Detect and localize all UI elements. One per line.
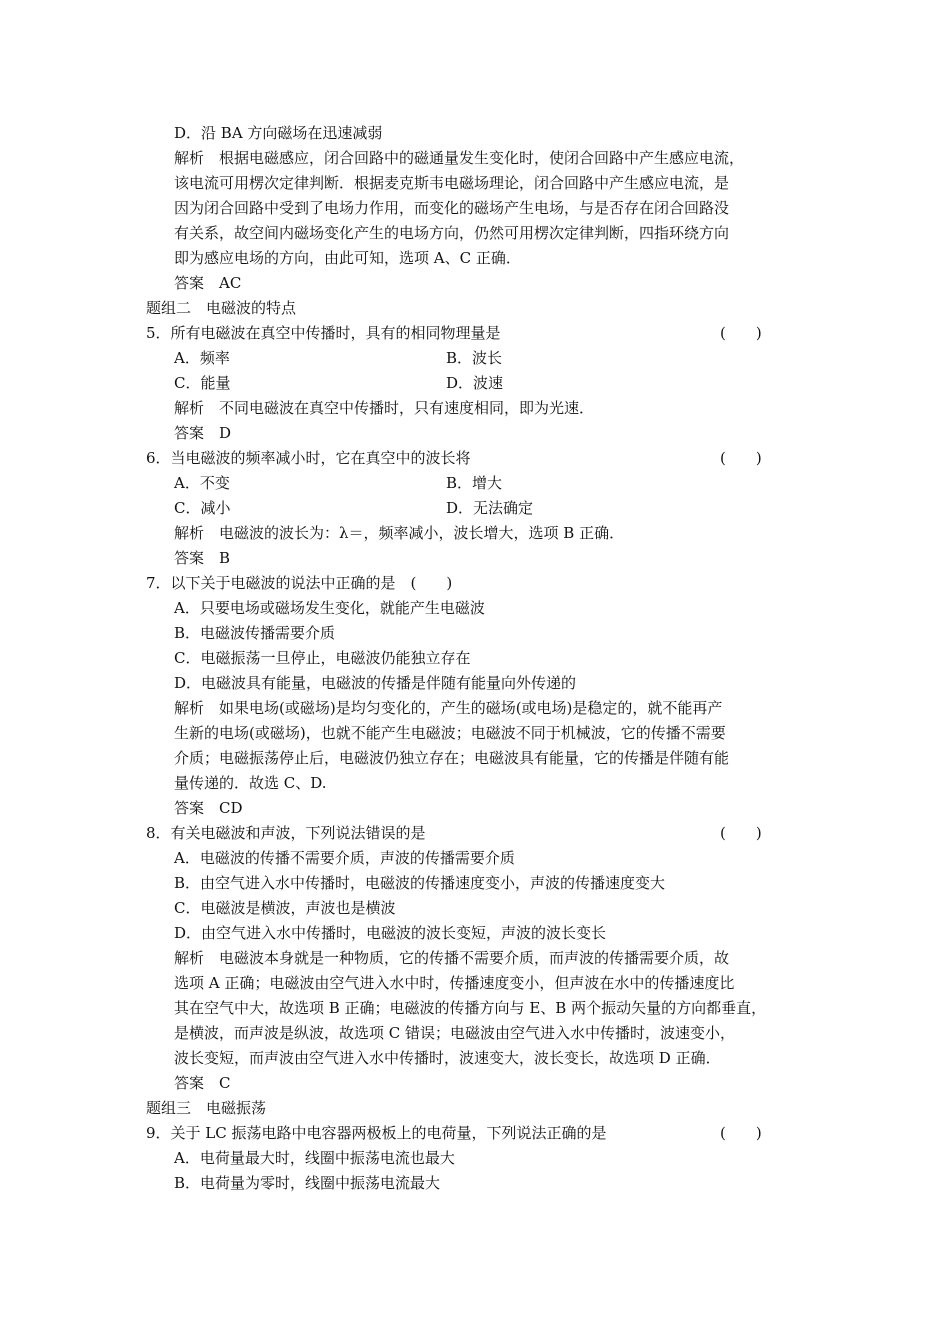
group-heading: 题组二 电磁波的特点 [146,299,297,317]
q4-analysis-line: 即为感应电场的方向，由此可知，选项 A、C 正确． [174,249,521,267]
q6-option-a: A．不变 [174,474,230,492]
q8-analysis-line: 波长变短，而声波由空气进入水中传播时，波速变大，波长变长，故选项 D 正确． [174,1049,721,1067]
q4-analysis-line: 因为闭合回路中受到了电场力作用，而变化的磁场产生电场，与是否存在闭合回路没 [174,199,730,217]
q7-analysis-line: 介质；电磁振荡停止后，电磁波仍独立存在；电磁波具有能量，它的传播是伴随有能 [174,749,730,767]
q6-answer-bracket: ( ) [720,449,762,467]
q7-option-d: D．电磁波具有能量，电磁波的传播是伴随有能量向外传递的 [174,674,577,692]
q6-answer: 答案 B [174,549,231,567]
q4-analysis-line: 有关系，故空间内磁场变化产生的电场方向，仍然可用楞次定律判断，四指环绕方向 [174,224,730,242]
q8-answer: 答案 C [174,1074,231,1092]
q4-analysis-line: 解析 根据电磁感应，闭合回路中的磁通量发生变化时，使闭合回路中产生感应电流， [174,149,745,167]
q8-answer-bracket: ( ) [720,824,762,842]
q8-analysis-line: 选项 A 正确；电磁波由空气进入水中时，传播速度变小，但声波在水中的传播速度比 [174,974,735,992]
group-heading: 题组三 电磁振荡 [146,1099,267,1117]
q5-analysis: 解析 不同电磁波在真空中传播时，只有速度相同，即为光速． [174,399,595,417]
q7-analysis-line: 生新的电场(或磁场)，也就不能产生电磁波；电磁波不同于机械波，它的传播不需要 [174,724,726,742]
q9-option-a: A．电荷量最大时，线圈中振荡电流也最大 [174,1149,455,1167]
q6-option-d: D．无法确定 [446,499,534,517]
q7-option-a: A．只要电场或磁场发生变化，就能产生电磁波 [174,599,485,617]
q5-answer-bracket: ( ) [720,324,762,342]
q9-stem: 9．关于 LC 振荡电路中电容器两极板上的电荷量，下列说法正确的是 [146,1124,607,1142]
q4-answer: 答案 AC [174,274,242,292]
q7-option-b: B．电磁波传播需要介质 [174,624,336,642]
q8-option-b: B．由空气进入水中传播时，电磁波的传播速度变小，声波的传播速度变大 [174,874,666,892]
q6-option-c: C．减小 [174,499,231,517]
q8-stem: 8．有关电磁波和声波，下列说法错误的是 [146,824,426,842]
q4-option-d: D．沿 BA 方向磁场在迅速减弱 [174,124,383,142]
q8-option-d: D．由空气进入水中传播时，电磁波的波长变短，声波的波长变长 [174,924,607,942]
q6-stem: 6．当电磁波的频率减小时，它在真空中的波长将 [146,449,471,467]
q5-option-a: A．频率 [174,349,230,367]
q8-analysis-line: 是横波，而声波是纵波，故选项 C 错误；电磁波由空气进入水中传播时，波速变小， [174,1024,736,1042]
q6-analysis: 解析 电磁波的波长为：λ＝，频率减小，波长增大，选项 B 正确． [174,524,625,542]
q4-analysis-line: 该电流可用楞次定律判断．根据麦克斯韦电磁场理论，闭合回路中产生感应电流，是 [174,174,730,192]
q8-analysis-line: 解析 电磁波本身就是一种物质，它的传播不需要介质，而声波的传播需要介质，故 [174,949,730,967]
q9-answer-bracket: ( ) [720,1124,762,1142]
q5-option-b: B．波长 [446,349,503,367]
q9-option-b: B．电荷量为零时，线圈中振荡电流最大 [174,1174,441,1192]
q7-analysis-line: 解析 如果电场(或磁场)是均匀变化的，产生的磁场(或电场)是稳定的，就不能再产 [174,699,723,717]
q5-option-d: D．波速 [446,374,504,392]
q5-answer: 答案 D [174,424,232,442]
q5-option-c: C．能量 [174,374,231,392]
q7-analysis-line: 量传递的．故选 C、D. [174,774,327,792]
q5-stem: 5．所有电磁波在真空中传播时，具有的相同物理量是 [146,324,501,342]
q7-option-c: C．电磁振荡一旦停止，电磁波仍能独立存在 [174,649,471,667]
q8-option-c: C．电磁波是横波，声波也是横波 [174,899,396,917]
q6-option-b: B．增大 [446,474,503,492]
q8-analysis-line: 其在空气中大，故选项 B 正确；电磁波的传播方向与 E、B 两个振动矢量的方向都垂直， [174,999,767,1017]
q7-stem: 7．以下关于电磁波的说法中正确的是 ( ) [146,574,453,592]
q8-option-a: A．电磁波的传播不需要介质，声波的传播需要介质 [174,849,515,867]
q7-answer: 答案 CD [174,799,243,817]
